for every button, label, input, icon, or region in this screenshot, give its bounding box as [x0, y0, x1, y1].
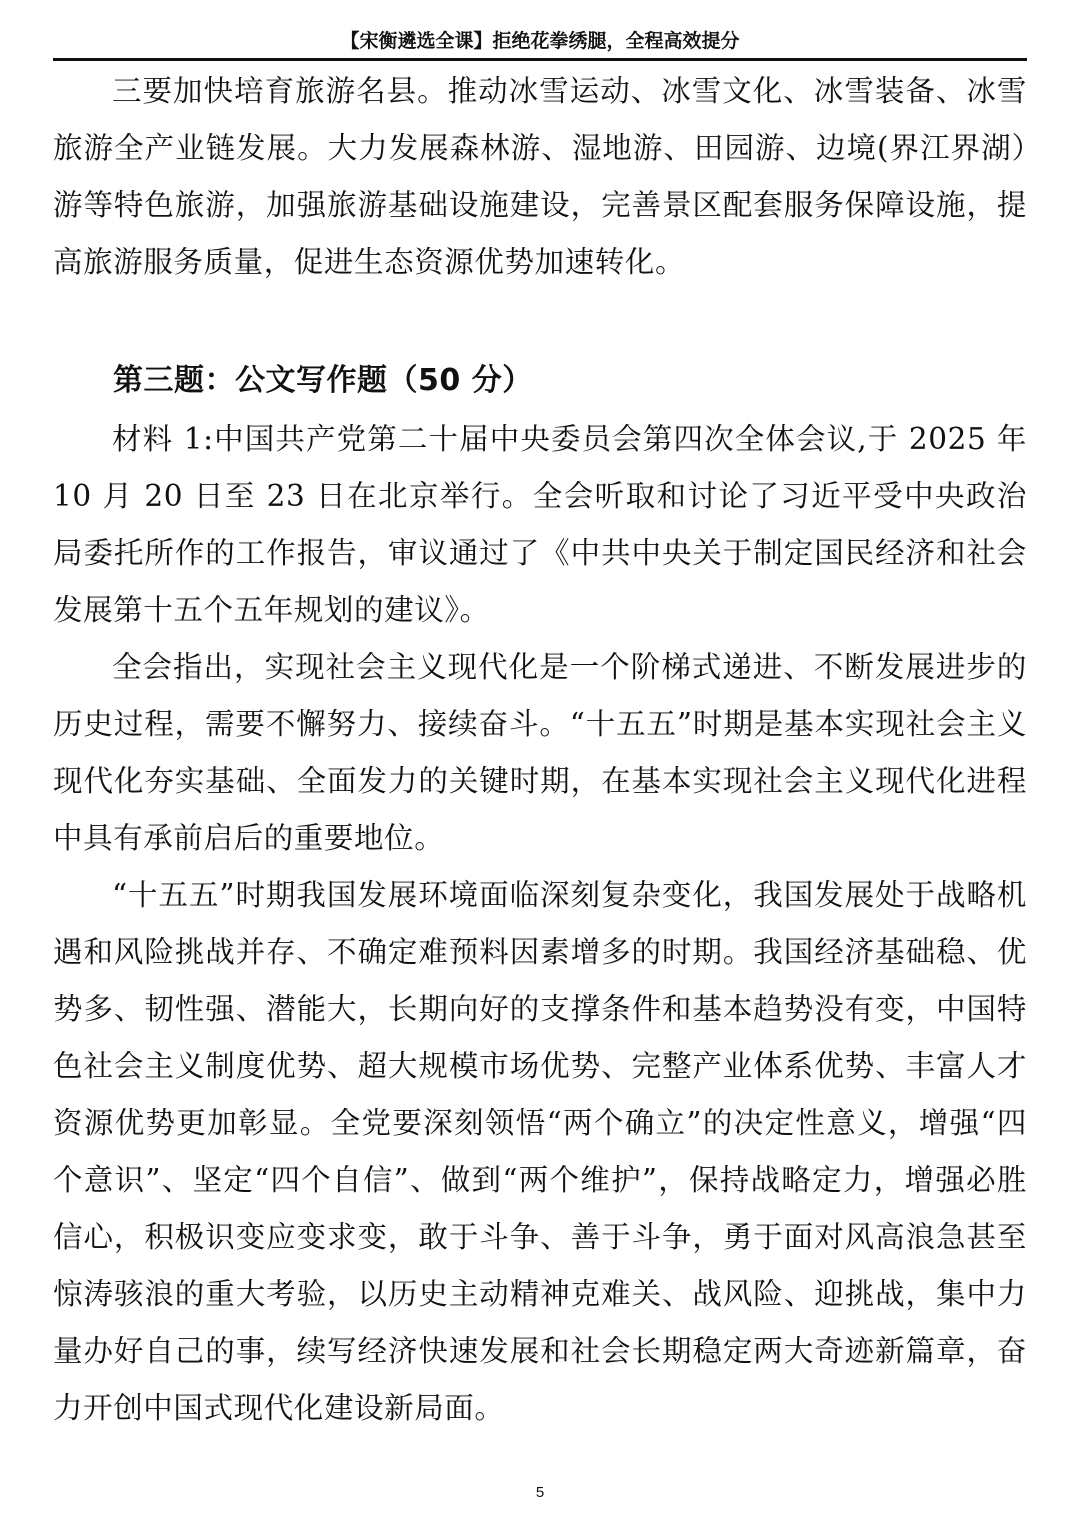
page-number: 5: [535, 1484, 545, 1501]
body-paragraph: 材料 1:中国共产党第二十届中央委员会第四次全体会议,于 2025 年 10 月 20 日至 23 日在北京举行。全会听取和讨论了习近平受中央政治局委托所作的工作报告，审议通过了《中共中央关于制定国民经济和社会发展第十五个五年规划的建议》。: [53, 422, 1027, 627]
header-divider: [53, 58, 1027, 61]
body-paragraph: “十五五”时期我国发展环境面临深刻复杂变化，我国发展处于战略机遇和风险挑战并存、不确定难预料因素增多的时期。我国经济基础稳、优势多、韧性强、潜能大，长期向好的支撑条件和基本趋势没有变，中国特色社会主义制度优势、超大规模市场优势、完整产业体系优势、丰富人才资源优势更加彰显。全党要深刻领悟“两个确立”的决定性意义，增强“四个意识”、坚定“四个自信”、做到“两个维护”，保持战略定力，增强必胜信心，积极识变应变求变，敢于斗争、善于斗争，勇于面对风高浪急甚至惊涛骇浪的重大考验，以历史主动精神克难关、战风险、迎挑战，集中力量办好自己的事，续写经济快速发展和社会长期稳定两大奇迹新篇章，奋力开创中国式现代化建设新局面。: [53, 878, 1027, 1425]
page-content: [53, 62, 1027, 1437]
body-paragraph: 全会指出，实现社会主义现代化是一个阶梯式递进、不断发展进步的历史过程，需要不懈努力、接续奋斗。“十五五”时期是基本实现社会主义现代化夯实基础、全面发力的关键时期，在基本实现社会主义现代化进程中具有承前启后的重要地位。: [53, 650, 1027, 855]
section-heading: 第三题：公文写作题（50 分）: [113, 363, 533, 398]
page-header: 【宋衡遴选全课】拒绝花拳绣腿，全程高效提分: [340, 30, 740, 52]
body-paragraph: 三要加快培育旅游名县。推动冰雪运动、冰雪文化、冰雪装备、冰雪旅游全产业链发展。大力发展森林游、湿地游、田园游、边境(界江界湖）游等特色旅游，加强旅游基础设施建设，完善景区配套服务保障设施，提高旅游服务质量，促进生态资源优势加速转化。: [53, 74, 1027, 279]
